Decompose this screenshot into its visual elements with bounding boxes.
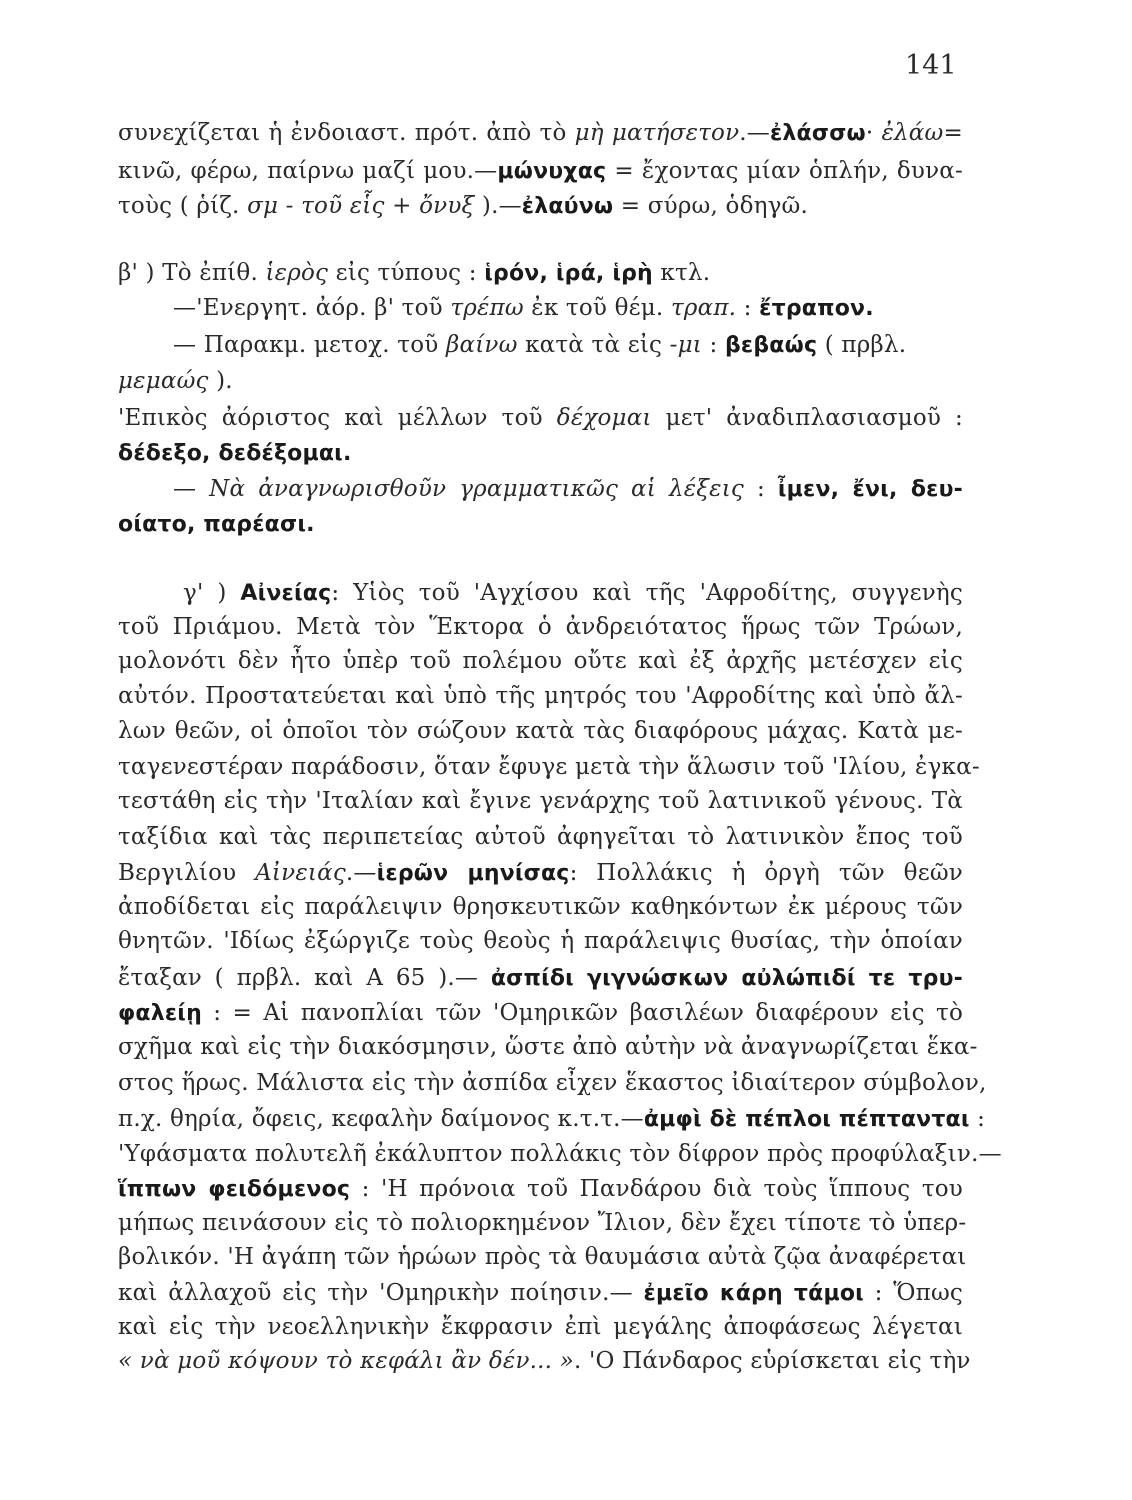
text-span: ). xyxy=(208,368,233,394)
text-span: : xyxy=(701,332,725,358)
text-span: σχῆμα καὶ εἰς τὴν διακόσμησιν, ὥστε ἀπὸ αὐτὴν νὰ ἀναγνωρίζεται ἕκα- xyxy=(118,1034,978,1060)
lemma-term: ἐλαύνω xyxy=(521,194,614,219)
text-span: κινῶ, φέρω, παίρνω μαζί μου.— xyxy=(118,158,498,184)
text-line xyxy=(118,1316,963,1339)
italic-text: δέχομαι xyxy=(556,405,652,431)
text-line xyxy=(118,262,710,285)
text-line xyxy=(118,1348,971,1374)
lemma-term: ἀσπίδι γιγνώσκων αὐλώπιδί τε τρυ- xyxy=(490,966,963,991)
lemma-term: βεβαώς xyxy=(724,333,818,358)
text-span: καὶ ἀλλαχοῦ εἰς τὴν 'Ομηρικὴν ποίησιν.— xyxy=(118,1280,644,1306)
italic-text: -μι xyxy=(669,332,702,358)
lemma-term: ἀμφὶ δὲ πέπλοι πέπτανται xyxy=(643,1107,970,1132)
text-span: τοῦ Πριάμου. Μετὰ τὸν Ἕκτορα ὁ ἀνδρειότατος ἥρως τῶν Τρώων, xyxy=(118,614,963,640)
text-line xyxy=(118,754,980,780)
text-line xyxy=(118,1244,967,1270)
text-span: καὶ εἰς τὴν νεοελληνικὴν ἔκφρασιν ἐπὶ μεγάλης ἀποφάσεως λέγεται xyxy=(118,1314,963,1340)
italic-text: βαίνω xyxy=(445,332,518,358)
text-span: .— xyxy=(739,120,770,146)
text-line xyxy=(118,967,963,990)
italic-text: Αἰνειάς xyxy=(255,860,346,886)
lemma-term: Αἰνείας xyxy=(240,581,332,606)
text-span: · xyxy=(865,120,882,146)
text-line xyxy=(118,1210,967,1236)
italic-text: μὴ ματήσετον xyxy=(574,120,740,146)
italic-text: τρέπω xyxy=(450,295,524,321)
text-line xyxy=(173,297,874,320)
text-span: Βεργιλίου xyxy=(118,860,256,886)
lemma-term: οίατο, παρέασι. xyxy=(118,512,315,537)
text-line xyxy=(118,896,963,919)
text-line xyxy=(118,930,963,953)
text-line xyxy=(118,1178,963,1201)
lemma-term: ἱερῶν μηνίσας xyxy=(376,861,570,886)
text-span: ταξίδια καὶ τὰς περιπετείας αὐτοῦ ἀφηγεῖται τὸ λατινικὸν ἔπος τοῦ xyxy=(118,824,963,850)
text-span: : = Αἱ πανοπλίαι τῶν 'Ομηρικῶν βασιλέων διαφέρουν εἰς τὸ xyxy=(201,1000,963,1026)
text-span: τοὺς ( ῥίζ. xyxy=(118,193,248,219)
text-span: μολονότι δὲν ἦτο ὑπὲρ τοῦ πολέμου οὔτε καὶ ἐξ ἀρχῆς μετέσχεν εἰς xyxy=(118,648,963,674)
italic-text: μεμαώς xyxy=(118,368,209,394)
text-line xyxy=(173,478,963,501)
text-span: κτλ. xyxy=(652,260,711,286)
lemma-term: ἐμεῖο κάρη τάμοι xyxy=(643,1281,864,1306)
text-line xyxy=(118,160,963,183)
lemma-term: μώνυχας xyxy=(497,159,607,184)
lemma-term: φαλείῃ xyxy=(118,1001,202,1026)
italic-text: ἐλάω xyxy=(881,120,944,146)
lemma-term: ἔτραπον. xyxy=(759,296,874,321)
text-span: : Πολλάκις ἡ ὀργὴ τῶν θεῶν xyxy=(569,860,963,886)
text-span: —'Ενεργητ. ἀόρ. β' τοῦ xyxy=(173,295,451,321)
text-span: . 'Ο Πάνδαρος εὑρίσκεται εἰς τὴν xyxy=(573,1348,971,1374)
text-span: — xyxy=(173,476,210,502)
text-line xyxy=(118,1106,986,1132)
text-span: θνητῶν. 'Ιδίως ἐξώργιζε τοὺς θεοὺς ἡ παράλειψις θυσίας, τὴν ὁποίαν xyxy=(118,928,963,954)
text-line xyxy=(118,1002,963,1025)
text-span: ἀποδίδεται εἰς παράλειψιν θρησκευτικῶν καθηκόντων ἐκ μέρους τῶν xyxy=(118,894,963,920)
lemma-term: δέδεξο, δεδέξομαι. xyxy=(118,441,352,466)
lemma-term: ἵππων φειδόμενος xyxy=(118,1177,351,1202)
italic-text: ἱερὸς xyxy=(265,260,329,286)
text-line xyxy=(173,334,906,357)
text-span: β' ) Τὸ ἐπίθ. xyxy=(118,260,266,286)
text-span: : Υἱὸς τοῦ 'Αγχίσου καὶ τῆς 'Αφροδίτης, συγγενὴς xyxy=(331,580,963,606)
text-line xyxy=(118,862,963,885)
text-line xyxy=(118,826,963,849)
text-span: : Ὅπως xyxy=(863,1280,963,1306)
lemma-term: ἱρόν, ἱρά, ἱρὴ xyxy=(484,261,653,286)
italic-text: τραπ. xyxy=(670,295,737,321)
text-line xyxy=(118,650,963,673)
text-line xyxy=(118,1034,978,1060)
text-span: αὐτόν. Προστατεύεται καὶ ὑπὸ τῆς μητρός του 'Αφροδίτης καὶ ὑπὸ ἄλ- xyxy=(118,683,963,709)
text-span: τεστάθη εἰς τὴν 'Ιταλίαν καὶ ἔγινε γενάρχης τοῦ λατινικοῦ γένους. Τὰ xyxy=(118,788,963,814)
text-span: ).— xyxy=(474,193,522,219)
italic-text: σμ - τοῦ εἷς + ὄνυξ xyxy=(247,193,475,219)
text-line xyxy=(183,582,963,605)
text-span: λων θεῶν, οἱ ὁποῖοι τὸν σώζουν κατὰ τὰς διαφόρους μάχας. Κατὰ με- xyxy=(118,718,963,744)
lemma-term: ἐλάσσω xyxy=(769,121,866,146)
text-span: εἰς τύπους : xyxy=(328,260,485,286)
text-line xyxy=(118,442,352,465)
text-line xyxy=(118,720,963,743)
text-span: γ' ) xyxy=(183,580,241,606)
text-line xyxy=(118,370,233,393)
text-span: = ἔχοντας μίαν ὁπλήν, δυνα- xyxy=(606,158,963,184)
text-line xyxy=(118,790,963,813)
text-span: ταγενεστέραν παράδοσιν, ὅταν ἔφυγε μετὰ τὴν ἅλωσιν τοῦ 'Ιλίου, ἐγκα- xyxy=(118,754,980,780)
text-line xyxy=(118,195,808,218)
text-line xyxy=(118,513,315,536)
text-span: 'Επικὸς ἀόριστος καὶ μέλλων τοῦ xyxy=(118,405,557,431)
text-span: = xyxy=(943,120,963,146)
text-span: ( πρβλ. xyxy=(817,332,907,358)
text-span: ἐκ τοῦ θέμ. xyxy=(523,295,671,321)
text-span: 'Υφάσματα πολυτελῆ ἐκάλυπτον πολλάκις τὸν δίφρον πρὸς προφύλαξιν.— xyxy=(118,1141,1002,1167)
text-span: = σύρω, ὁδηγῶ. xyxy=(613,193,809,219)
text-line xyxy=(118,616,963,639)
text-line xyxy=(118,1282,963,1305)
text-span: μήπως πεινάσουν εἰς τὸ πολιορκημένον Ἴλιον, δὲν ἔχει τίποτε τὸ ὑπερ- xyxy=(118,1210,967,1236)
text-span: : xyxy=(736,295,760,321)
text-span: .— xyxy=(345,860,377,886)
text-span: π.χ. θηρία, ὄφεις, κεφαλὴν δαίμονος κ.τ.τ.— xyxy=(118,1106,644,1132)
text-line xyxy=(118,1070,987,1096)
page-number: 141 xyxy=(905,50,957,81)
text-span: — Παρακμ. μετοχ. τοῦ xyxy=(173,332,446,358)
italic-text: « νὰ μοῦ κόψουν τὸ κεφάλι ἂν δέν... » xyxy=(118,1348,574,1374)
text-span: : xyxy=(744,476,778,502)
italic-text: Νὰ ἀναγνωρισθοῦν γραμματικῶς αἱ λέξεις xyxy=(209,476,744,502)
text-line xyxy=(118,407,963,430)
text-line xyxy=(118,122,963,145)
text-span: : 'Η πρόνοια τοῦ Πανδάρου διὰ τοὺς ἵππους του xyxy=(350,1176,963,1202)
text-span: συνεχίζεται ἡ ἐνδοιαστ. πρότ. ἀπὸ τὸ xyxy=(118,120,575,146)
text-line xyxy=(118,685,963,708)
text-span: μετ' ἀναδιπλασιασμοῦ : xyxy=(651,405,964,431)
text-span: : xyxy=(969,1106,986,1132)
lemma-term: ἶμεν, ἔνι, δευ- xyxy=(777,477,963,502)
text-span: βολικόν. 'Η ἀγάπη τῶν ἡρώων πρὸς τὰ θαυμάσια αὐτὰ ζῷα ἀναφέρεται xyxy=(118,1244,967,1270)
text-span: ἔταξαν ( πρβλ. καὶ Α 65 ).— xyxy=(118,965,491,991)
text-line xyxy=(118,1141,1002,1167)
text-span: στος ἥρως. Μάλιστα εἰς τὴν ἀσπίδα εἶχεν ἕκαστος ἰδιαίτερον σύμβολον, xyxy=(118,1070,987,1096)
text-span: κατὰ τὰ εἰς xyxy=(517,332,670,358)
